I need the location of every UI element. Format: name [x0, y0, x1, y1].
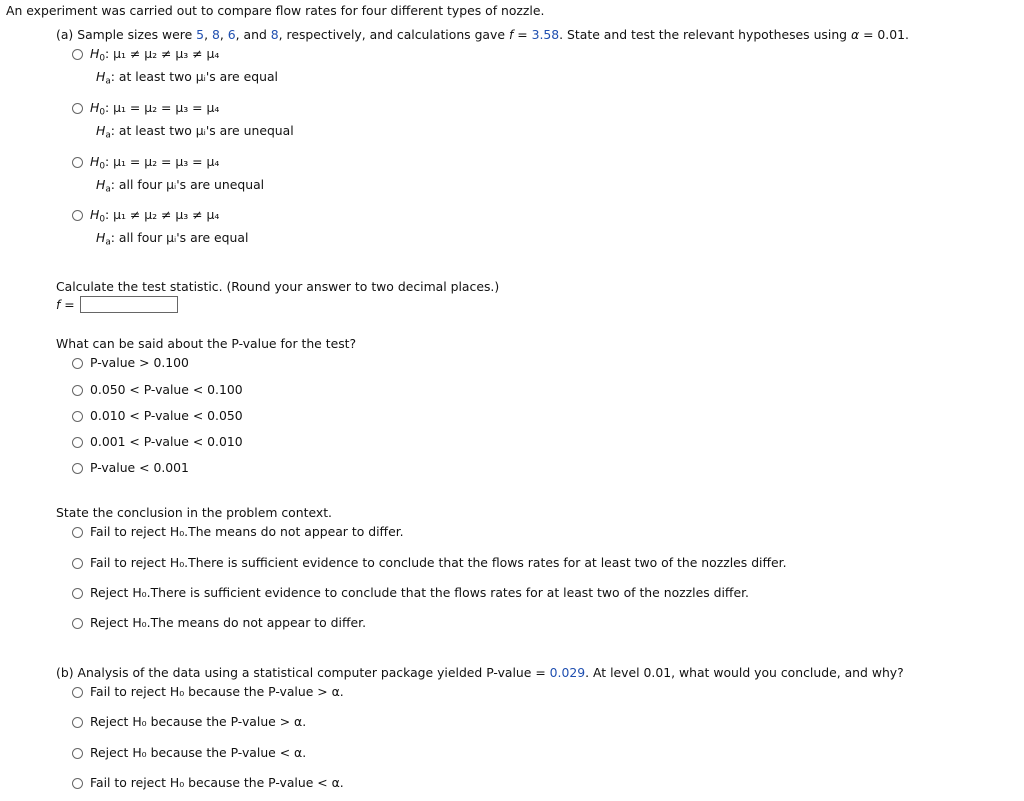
pvalue-prompt: What can be said about the P-value for the test?: [56, 336, 357, 351]
option-label: 0.050 < P-value < 0.100: [90, 382, 243, 397]
separator: ,: [204, 27, 212, 42]
conclusion-option-3[interactable]: [72, 586, 749, 601]
sample-size-2: 8: [211, 27, 220, 42]
alpha-symbol: α: [850, 27, 860, 42]
option-rest: The means do not appear to differ.: [150, 615, 367, 630]
conclusion-option-4[interactable]: [72, 616, 366, 631]
f-value: 3.58: [531, 27, 560, 42]
h0-text: μ₁ ≠ μ₂ ≠ μ₃ ≠ μ₄: [113, 46, 220, 61]
h0-text: μ₁ ≠ μ₂ ≠ μ₃ ≠ μ₄: [113, 207, 220, 222]
radio-button[interactable]: [72, 437, 83, 448]
h0-text: μ₁ = μ₂ = μ₃ = μ₄: [113, 100, 220, 115]
option-lead: Reject H₀.: [90, 615, 151, 630]
radio-button[interactable]: [72, 385, 83, 396]
part-b-tail: . At level 0.01, what would you conclude, and why?: [585, 665, 904, 680]
h0-text: μ₁ = μ₂ = μ₃ = μ₄: [113, 154, 220, 169]
conclusion-option-1[interactable]: [72, 525, 404, 540]
part-b-p-value: 0.029: [549, 665, 586, 680]
radio-button[interactable]: [72, 358, 83, 369]
option-lead: Fail to reject H₀.: [90, 555, 189, 570]
pvalue-option-4[interactable]: [72, 435, 243, 450]
intro-text: An experiment was carried out to compare flow rates for four different types of nozzle.: [6, 3, 545, 18]
option-label: Reject H₀ because the P-value > α.: [90, 714, 307, 729]
option-label: Fail to reject H₀ because the P-value < α.: [90, 775, 344, 790]
option-lead: Fail to reject H₀.: [90, 524, 189, 539]
radio-button[interactable]: [72, 687, 83, 698]
hypothesis-option-4[interactable]: $H_0$: μ₁ ≠ μ₂ ≠ μ₃ ≠ μ₄: [72, 208, 219, 223]
part-a-mid: , respectively, and calculations gave: [278, 27, 509, 42]
pvalue-option-2[interactable]: [72, 383, 243, 398]
radio-button[interactable]: [72, 157, 83, 168]
option-rest: There is sufficient evidence to conclude that the flows rates for at least two of the nozzles differ.: [150, 585, 749, 600]
part-b-statement: [56, 666, 904, 681]
ha-text: at least two μᵢ's are equal: [118, 69, 278, 84]
radio-button[interactable]: [72, 49, 83, 60]
part-a-tail: . State and test the relevant hypotheses using: [559, 27, 851, 42]
radio-button[interactable]: [72, 463, 83, 474]
part-a-lead: (a) Sample sizes were: [56, 27, 197, 42]
ha-text: all four μᵢ's are unequal: [118, 177, 265, 192]
option-rest: The means do not appear to differ.: [188, 524, 404, 539]
alpha-value: = 0.01.: [859, 27, 909, 42]
ha-line-2: $H_a$: at least two μᵢ's are unequal: [96, 123, 294, 141]
sample-size-1: 5: [196, 27, 205, 42]
f-symbol: f: [508, 27, 514, 42]
separator: ,: [219, 27, 228, 42]
part-b-option-3[interactable]: [72, 746, 306, 761]
option-label: P-value > 0.100: [90, 355, 189, 370]
ha-line-3: $H_a$: all four μᵢ's are unequal: [96, 177, 265, 195]
pvalue-option-5[interactable]: [72, 461, 189, 476]
option-rest: There is sufficient evidence to conclude that the flows rates for at least two of the nozzles differ.: [188, 555, 787, 570]
conclusion-option-2[interactable]: [72, 556, 787, 571]
conclusion-prompt: State the conclusion in the problem context.: [56, 505, 332, 520]
ha-text: at least two μᵢ's are unequal: [118, 123, 294, 138]
radio-button[interactable]: [72, 717, 83, 728]
radio-button[interactable]: [72, 588, 83, 599]
separator: , and: [235, 27, 271, 42]
part-b-lead: (b) Analysis of the data using a statistical computer package yielded P-value =: [56, 665, 550, 680]
ha-line-4: $H_a$: all four μᵢ's are equal: [96, 230, 249, 248]
sample-size-3: 6: [227, 27, 236, 42]
hypothesis-option-2[interactable]: $H_0$: μ₁ = μ₂ = μ₃ = μ₄: [72, 101, 219, 116]
radio-button[interactable]: [72, 748, 83, 759]
hypothesis-option-3[interactable]: $H_0$: μ₁ = μ₂ = μ₃ = μ₄: [72, 155, 219, 170]
f-label: f =: [56, 297, 75, 312]
f-statistic-input[interactable]: [80, 296, 178, 313]
part-a-statement: [56, 28, 909, 43]
hypothesis-option-1[interactable]: $H_0$: μ₁ ≠ μ₂ ≠ μ₃ ≠ μ₄: [72, 47, 219, 62]
equals-sign: =: [513, 27, 532, 42]
option-label: Fail to reject H₀ because the P-value > α.: [90, 684, 344, 699]
option-label: 0.010 < P-value < 0.050: [90, 408, 243, 423]
radio-button[interactable]: [72, 778, 83, 789]
sample-size-4: 8: [270, 27, 279, 42]
ha-line-1: $H_a$: at least two μᵢ's are equal: [96, 69, 278, 87]
radio-button[interactable]: [72, 103, 83, 114]
ha-text: all four μᵢ's are equal: [118, 230, 249, 245]
part-b-option-1[interactable]: [72, 685, 344, 700]
option-label: Reject H₀ because the P-value < α.: [90, 745, 307, 760]
option-label: 0.001 < P-value < 0.010: [90, 434, 243, 449]
radio-button[interactable]: [72, 527, 83, 538]
option-label: P-value < 0.001: [90, 460, 189, 475]
stat-prompt: Calculate the test statistic. (Round your answer to two decimal places.): [56, 279, 500, 294]
pvalue-option-3[interactable]: [72, 409, 243, 424]
radio-button[interactable]: [72, 411, 83, 422]
pvalue-option-1[interactable]: [72, 356, 189, 371]
radio-button[interactable]: [72, 210, 83, 221]
radio-button[interactable]: [72, 558, 83, 569]
part-b-option-2[interactable]: [72, 715, 306, 730]
radio-button[interactable]: [72, 618, 83, 629]
part-b-option-4[interactable]: [72, 776, 344, 791]
option-lead: Reject H₀.: [90, 585, 151, 600]
